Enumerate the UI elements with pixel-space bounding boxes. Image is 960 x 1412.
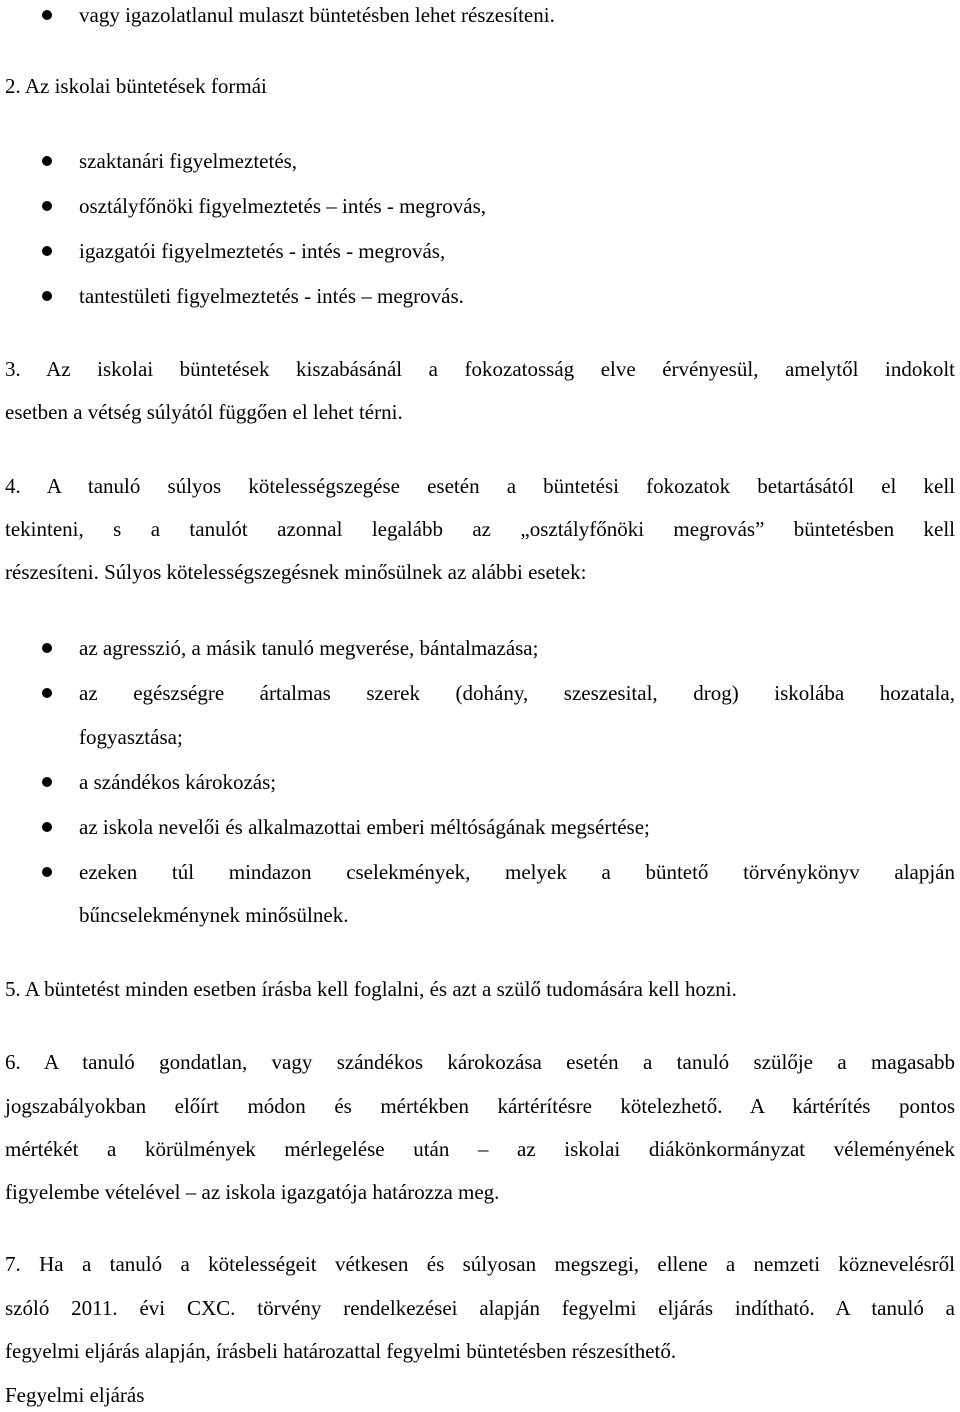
paragraph-line: 6. A tanuló gondatlan, vagy szándékos károkozása esetén a tanuló szülője a magasabb [5,1050,955,1074]
bullet-icon [42,688,52,698]
list-item-text: vagy igazolatlanul mulaszt büntetésben lehet részesíteni. [79,3,555,27]
paragraph-line: 7. Ha a tanuló a kötelességeit vétkesen és súlyosan megszegi, ellene a nemzeti köznevelésről [5,1252,955,1276]
paragraph-line: tekinteni, s a tanulót azonnal legalább az „osztályfőnöki megrovás” büntetésben kell [5,517,955,541]
bullet-icon [42,777,52,787]
list-item-text: tantestületi figyelmeztetés - intés – megrovás. [79,284,464,308]
list-item-text: a szándékos károkozás; [79,770,277,794]
bullet-icon [42,10,52,20]
paragraph-line: 4. A tanuló súlyos kötelességszegése esetén a büntetési fokozatok betartásától el kell [5,474,955,498]
list-item-text: az agresszió, a másik tanuló megverése, bántalmazása; [79,636,539,660]
paragraph-line: 5. A büntetést minden esetben írásba kell foglalni, és azt a szülő tudomására kell hozni. [5,977,737,1001]
bullet-icon [42,867,52,877]
paragraph-line: mértékét a körülmények mérlegelése után – az iskolai diákönkormányzat véleményének [5,1137,955,1161]
bullet-icon [42,822,52,832]
bullet-icon [42,156,52,166]
bullet-icon [42,201,52,211]
bullet-icon [42,291,52,301]
paragraph-line: szóló 2011. évi CXC. törvény rendelkezései alapján fegyelmi eljárás indítható. A tanuló a [5,1296,955,1320]
section-heading: Fegyelmi eljárás [5,1383,145,1407]
paragraph-line: 3. Az iskolai büntetések kiszabásánál a fokozatosság elve érvényesül, amelytől indokolt [5,357,955,381]
section-heading: 2. Az iskolai büntetések formái [5,74,267,98]
paragraph-line: figyelembe vételével – az iskola igazgatója határozza meg. [5,1180,500,1204]
bullet-icon [42,246,52,256]
list-item-text: szaktanári figyelmeztetés, [79,149,298,173]
list-item-text: az iskola nevelői és alkalmazottai emberi méltóságának megsértése; [79,815,650,839]
list-item-text: ezeken túl mindazon cselekmények, melyek a büntető törvénykönyv alapján [79,860,955,884]
list-item-text: osztályfőnöki figyelmeztetés – intés - megrovás, [79,194,487,218]
list-item-text: az egészségre ártalmas szerek (dohány, szeszesital, drog) iskolába hozatala, [79,681,955,705]
list-item-continuation: fogyasztása; [79,725,183,749]
list-item-continuation: bűncselekménynek minősülnek. [79,903,349,927]
list-item-text: igazgatói figyelmeztetés - intés - megrovás, [79,239,446,263]
paragraph-line: fegyelmi eljárás alapján, írásbeli határozattal fegyelmi büntetésben részesíthető. [5,1339,677,1363]
paragraph-line: részesíteni. Súlyos kötelességszegésnek minősülnek az alábbi esetek: [5,560,587,584]
bullet-icon [42,643,52,653]
paragraph-line: jogszabályokban előírt módon és mértékben kártérítésre kötelezhető. A kártérítés pontos [5,1094,955,1118]
paragraph-line: esetben a vétség súlyától függően el lehet térni. [5,400,403,424]
